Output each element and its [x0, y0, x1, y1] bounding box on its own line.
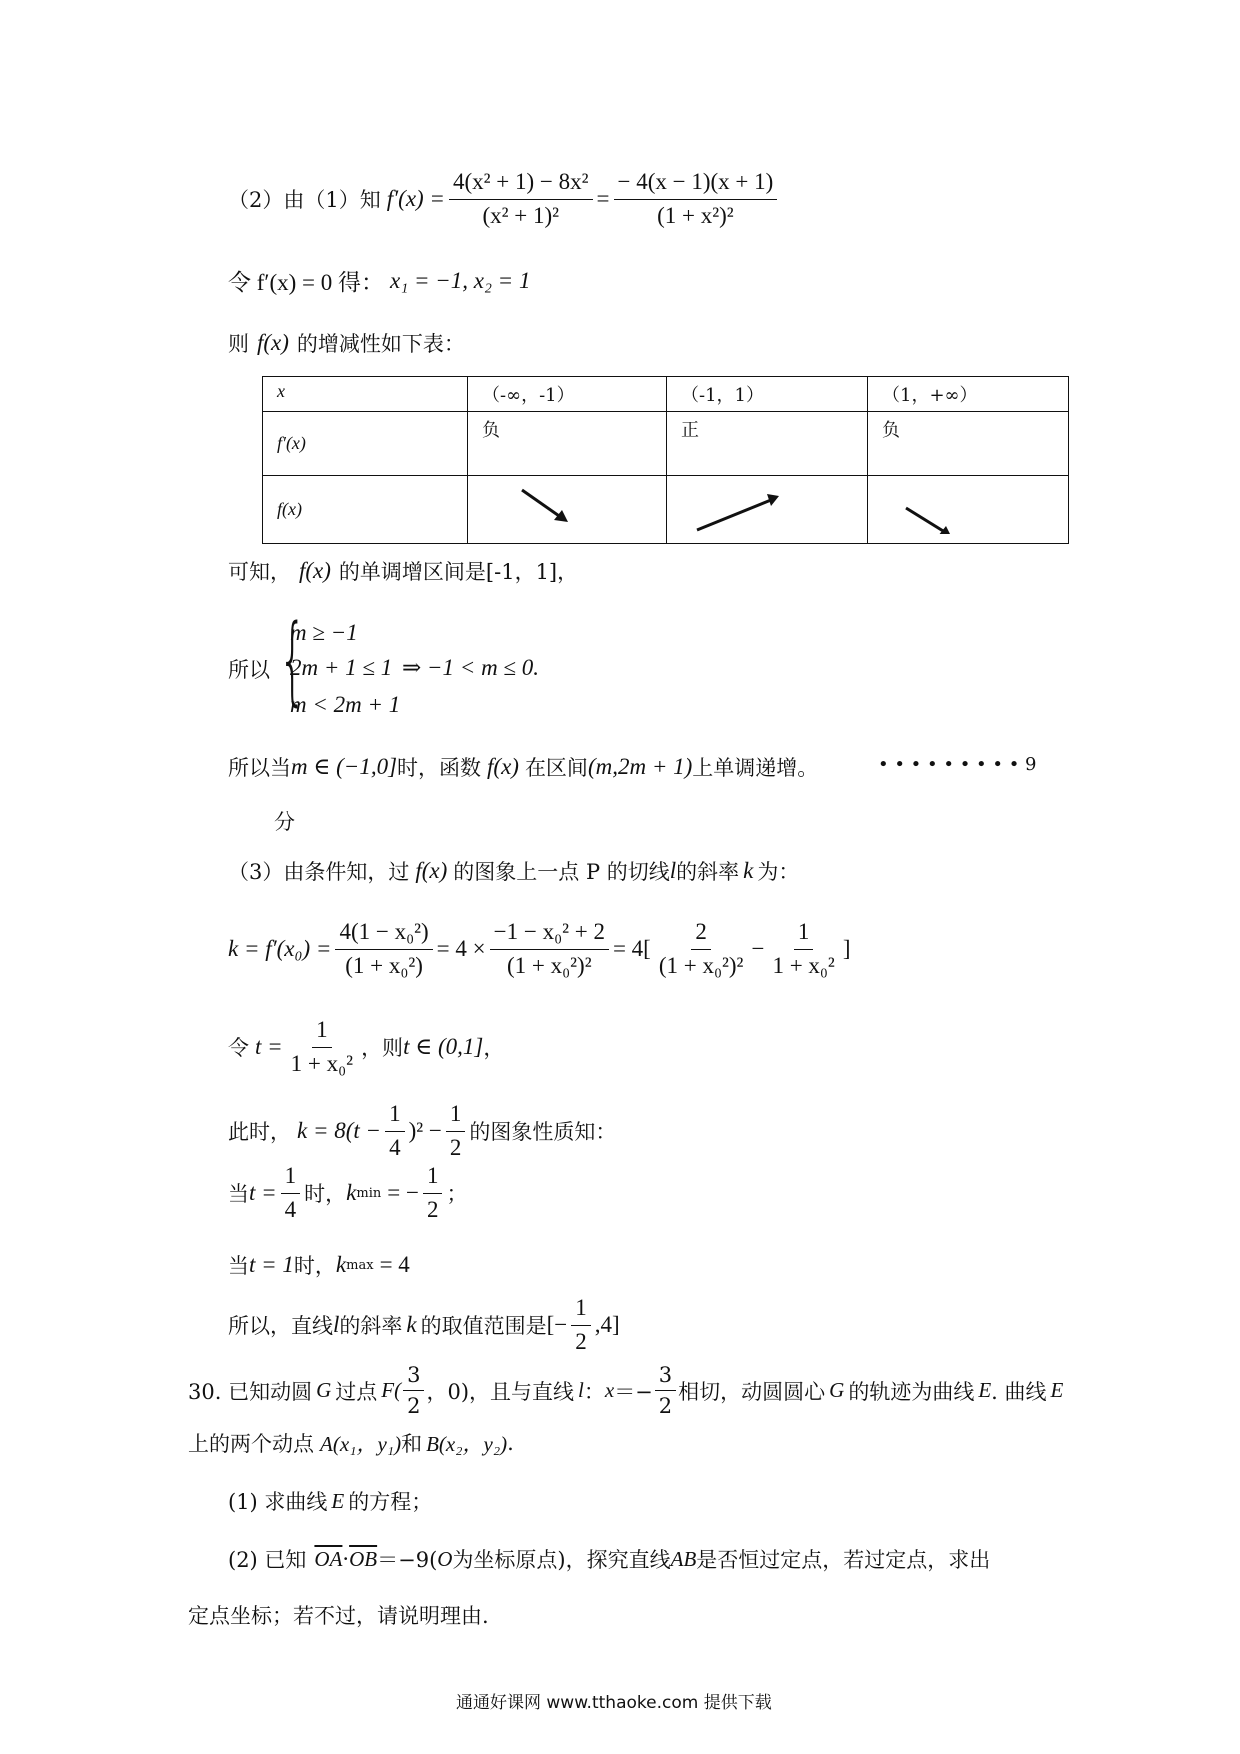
min-t-fraction: $\frac{1}{4}$: [281, 1162, 301, 1225]
monotonic-conclusion-line: 所以当 m ∈ (−1,0] 时，函数 f(x) 在区间 (m,2m + 1) 上单调递增。: [228, 754, 819, 780]
f-prime-lhs: f′(x) =: [386, 186, 445, 212]
score-dots: • • • • • • • • • 9: [878, 754, 1037, 775]
row-label-f-prime: f′(x): [263, 412, 468, 476]
range-fraction: $\frac{1}{2}$: [571, 1294, 591, 1357]
focus-fraction: $\frac{3}{2}$: [403, 1362, 424, 1420]
trend-cell-increasing: [667, 476, 868, 544]
decreasing-arrow-icon: [482, 480, 652, 534]
quarter-fraction: $\frac{1}{4}$: [385, 1100, 405, 1163]
let-text: 令 f′(x) = 0 得：: [228, 270, 384, 295]
question-2-continued: 定点坐标；若不过，请说明理由.: [188, 1604, 489, 1628]
critical-points-line: [228, 264, 530, 297]
table-cell: 负: [868, 412, 1069, 476]
slope-fraction-4: $\frac{1}{\text{1 + x₀²}}$: [772, 919, 835, 978]
derivative-line: （2）由（1）知 f′(x) = $\frac{\text{4(x² + 1) − 8x²}}{\text{(x² + 1)²}}$ = $\frac{- 4(x - 1)(x + 1)}{\text{(1 + x²)²}}$: [228, 168, 781, 231]
question-1: (1) 求曲线 E 的方程；: [228, 1488, 433, 1514]
derivative-fraction-2: $\frac{- 4(x - 1)(x + 1)}{\text{(1 + x²)²}}$: [614, 168, 778, 231]
table-cell: 负: [468, 412, 667, 476]
table-header-cell: （-1，1）: [667, 377, 868, 412]
vector-oa: $\overline{OA}$: [314, 1546, 343, 1571]
slope-range-line: 所以，直线 l 的斜率 k 的取值范围是 [− $\frac{1}{2}$ ,4]: [228, 1294, 620, 1357]
half-fraction: $\frac{1}{2}$: [446, 1100, 466, 1163]
part3-intro: （3）由条件知，过 f(x) 的图象上一点 P 的切线 l 的斜率 k 为：: [228, 858, 800, 884]
table-cell: 正: [667, 412, 868, 476]
table-intro: 则 f(x) 的增减性如下表：: [228, 330, 465, 356]
min-line: 当 t = $\frac{1}{4}$ 时， k min = − $\frac{1}{2}$ ；: [228, 1162, 467, 1225]
roots: x₁ = −1, x₂ = 1: [389, 267, 531, 293]
system-eq-1: m ≥ −1: [290, 620, 358, 645]
increasing-interval-line: 可知， f(x) 的单调增区间是[-1，1]，: [228, 558, 579, 584]
row-label-f: f(x): [263, 476, 468, 544]
slope-fraction-1: $\frac{\text{4(1 − x₀²)}}{\text{(1 + x₀²)}}$: [335, 918, 432, 981]
monotonicity-table: [262, 376, 1069, 544]
score-unit: 分: [274, 810, 295, 834]
system-implication: ⇒ −1 < m ≤ 0.: [402, 655, 540, 680]
decreasing-arrow-icon: [882, 480, 1054, 534]
table-header-cell: x: [263, 377, 468, 412]
table-row-f-prime: [263, 412, 1069, 476]
quadratic-form-line: 此时， k = 8(t − $\frac{1}{4}$ )² − $\frac{1}{2}$ 的图象性质知：: [228, 1100, 616, 1163]
trend-cell-decreasing: [868, 476, 1069, 544]
max-line: 当 t = 1 时， k max = 4: [228, 1252, 410, 1278]
increasing-arrow-icon: [681, 480, 853, 534]
table-header-cell: （1，+∞）: [868, 377, 1069, 412]
problem-30-line-2: 上的两个动点 A(x₁，y₁) 和 B(x₂，y₂) .: [188, 1431, 514, 1456]
slope-fraction-2: $\frac{\text{−1 − x₀² + 2}}{\text{(1 + x₀²)²}}$: [490, 918, 609, 981]
table-header-row: [263, 377, 1069, 412]
system-eq-3: m < 2m + 1: [290, 692, 401, 717]
system-eq-2: 2m + 1 ≤ 1: [290, 655, 393, 680]
t-fraction: $\frac{1}{\text{1 + x₀²}}$: [290, 1017, 354, 1076]
part2-intro: （2）由（1）知: [228, 188, 381, 213]
table-header-cell: （-∞，-1）: [468, 377, 667, 412]
vector-ob: $\overline{OB}$: [349, 1546, 378, 1571]
directrix-fraction: $\frac{3}{2}$: [655, 1362, 676, 1420]
min-value-fraction: $\frac{1}{2}$: [423, 1162, 443, 1225]
problem-30-statement: 30. 已知动圆 G 过点 F( $\frac{3}{2}$ ，0)，且与直线 l ： x ＝− $\frac{3}{2}$ 相切，动圆圆心 G 的轨迹为曲线 E . 曲线 E: [188, 1363, 1064, 1419]
slope-formula: k = f′(x₀) = $\frac{\text{4(1 − x₀²)}}{\text{(1 + x₀²)}}$ = 4 × $\frac{\text{−1 − x₀² + 2}}{\text{(1 + x₀²)²}}$ = 4[ $\frac{2}{\text{(1 + x₀²)²}}$ − $\frac{1}{\text{1 + x₀²}}$ ]: [228, 918, 851, 981]
so-label: 所以: [228, 658, 270, 682]
question-2: (2) 已知 $\overline{OA}$ · $\overline{OB}$ ＝−9( O 为坐标原点)，探究直线 AB 是否恒过定点，若过定点，求出: [228, 1546, 991, 1572]
trend-cell-decreasing: [468, 476, 667, 544]
slope-fraction-3: $\frac{2}{\text{(1 + x₀²)²}}$: [658, 919, 744, 978]
table-row-f: [263, 476, 1069, 544]
page-footer: 通通好课网 www.tthaoke.com 提供下载: [456, 1693, 772, 1713]
left-brace: {: [278, 604, 307, 716]
substitution-line: 令 t = $\frac{1}{\text{1 + x₀²}}$ ，则 t ∈ (0,1] ，: [228, 1016, 504, 1079]
derivative-fraction-1: $\frac{\text{4(x² + 1) − 8x²}}{\text{(x² + 1)²}}$: [449, 168, 593, 231]
